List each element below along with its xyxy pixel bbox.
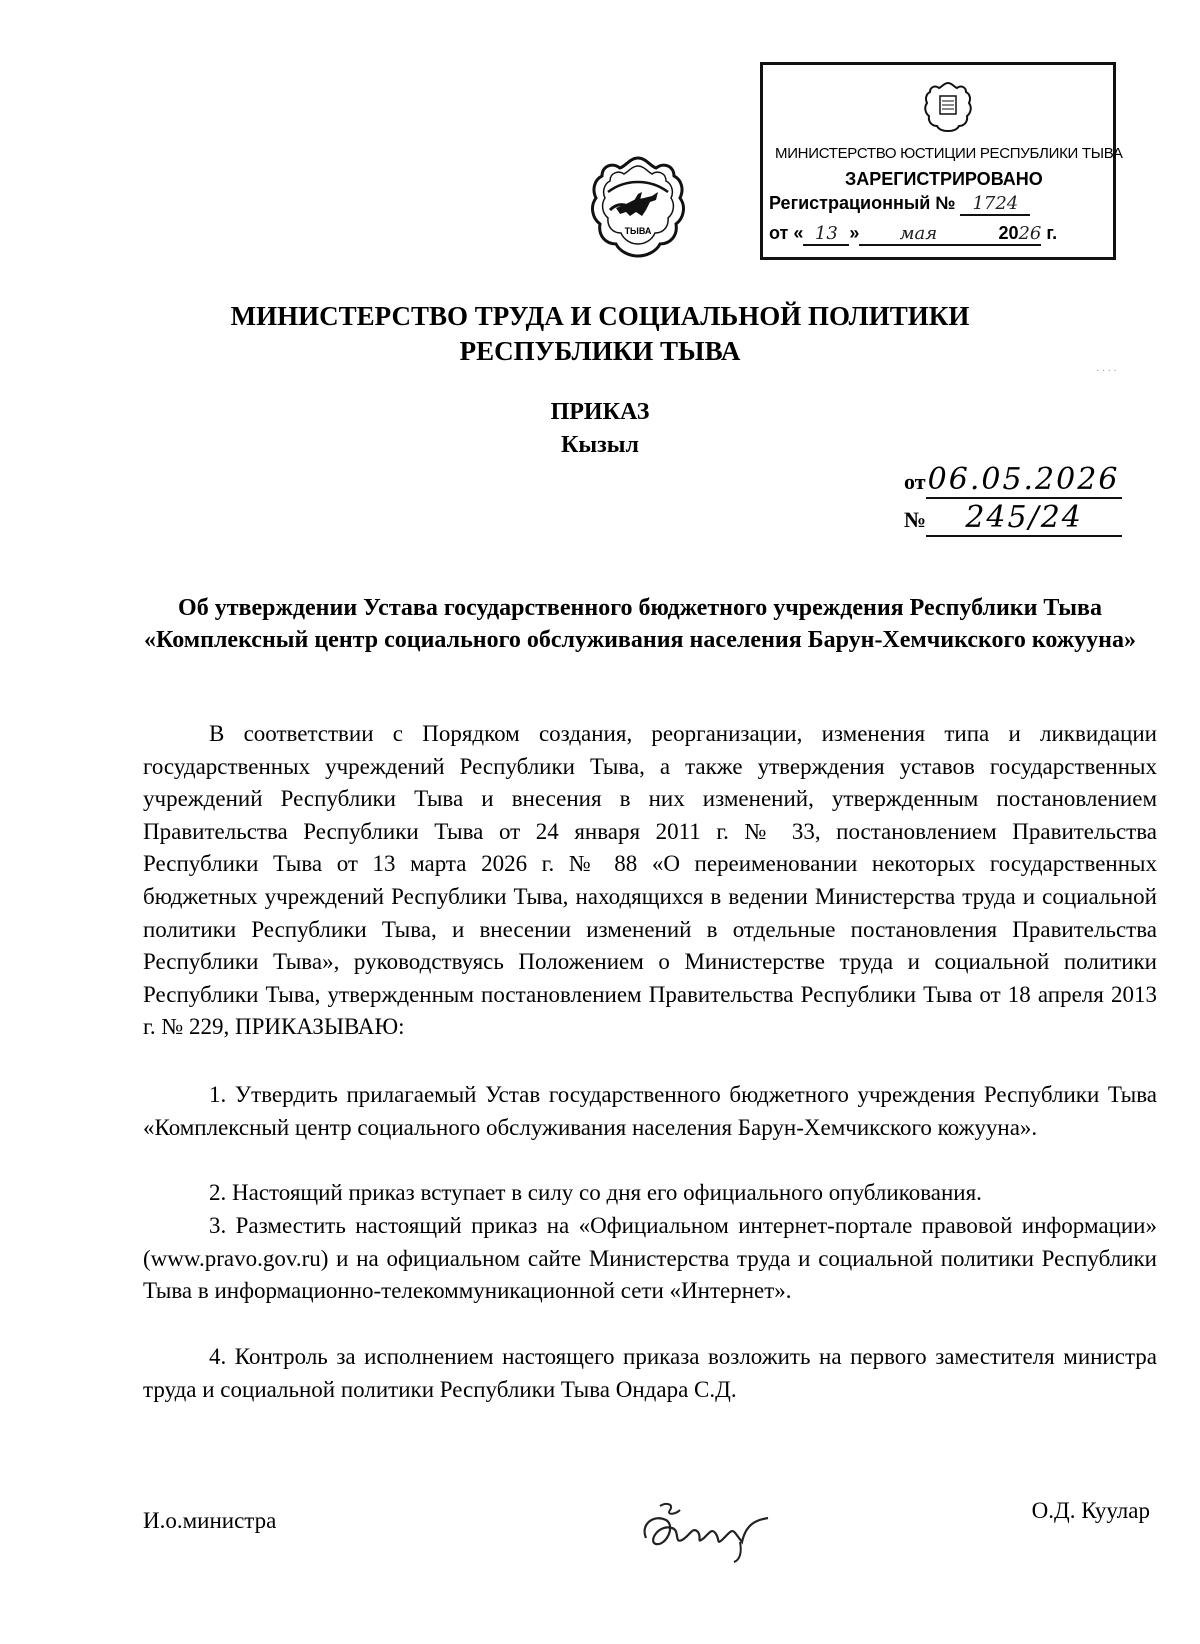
signatory-position: И.о.министра (143, 1508, 277, 1533)
order-item-1: 1. Утвердить прилагаемый Устав государственного бюджетного учреждения Республики Тыва «Комплексный центр социального обслуживания населения Барун-Хемчикского кожууна». (143, 1082, 1157, 1140)
stamp-date-month: мая (859, 223, 977, 246)
order-city: Кызыл (561, 432, 639, 458)
stamp-date-year (977, 223, 1041, 246)
signatory-name: О.Д. Куулар (1031, 1498, 1150, 1523)
stamp-date-mid: » (849, 223, 860, 243)
ministry-name-line1: МИНИСТЕРСТВО ТРУДА И СОЦИАЛЬНОЙ ПОЛИТИКИ (230, 301, 970, 331)
order-subject: Об утверждении Устава государственного бюджетного учреждения Республики Тыва «Комплексный центр социального обслуживания населения Барун-Хемчикского кожууна» (144, 595, 1136, 653)
order-item-2: 2. Настоящий приказ вступает в силу со дня его официального опубликования. (209, 1180, 982, 1205)
registration-stamp (760, 62, 1123, 260)
stamp-date-line (769, 223, 1057, 246)
stamp-date-year-suffix: г. (1041, 223, 1058, 243)
stamp-date-year-hand: 26 (1018, 223, 1042, 244)
stamp-reg-label: Регистрационный № (769, 193, 956, 213)
order-item-4: 4. Контроль за исполнением настоящего приказа возложить на первого заместителя министра труда и социальной политики Республики Тыва Ондара С.Д. (143, 1344, 1157, 1402)
stamp-registered: ЗАРЕГИСТРИРОВАНО (845, 169, 1043, 189)
body-intro: В соответствии с Порядком создания, реорганизации, изменения типа и ликвидации государственных учреждений Республики Тыва, а также утверждения уставов государственных учреждений Республики Тыва и внесения в них изменений, утвержденным постановлением Правительства Республики Тыва от 24 января 2011 г. № 33, постановлением Правительства Республики Тыва от 13 марта 2026 г. № 88 «О переименовании некоторых государственных бюджетных учреждений Республики Тыва, находящихся в ведении Министерства труда и социальной политики Республики Тыва, и внесении изменений в отдельные постановления Правительства Республики Тыва», руководствуясь Положением о Министерстве труда и социальной политики Республики Тыва, утвержденным постановлением Правительства Республики Тыва от 18 апреля 2013 г. № 229, ПРИКАЗЫВАЮ: (143, 721, 1157, 1040)
stamp-emblem-icon (921, 79, 975, 133)
order-number-line (904, 500, 1122, 537)
order-title: ПРИКАЗ (550, 399, 650, 425)
tuva-emblem-icon (586, 152, 690, 262)
order-date-line (904, 462, 1122, 499)
stamp-date-year-prefix: 20 (998, 223, 1019, 243)
emblem-label: ТЫВА (624, 226, 652, 236)
order-date-label: от (904, 469, 926, 494)
stamp-ministry: МИНИСТЕРСТВО ЮСТИЦИИ РЕСПУБЛИКИ ТЫВА (775, 145, 1123, 162)
scan-mark: · · · · (1096, 366, 1117, 377)
stamp-reg-number: 1724 (960, 193, 1030, 216)
handwritten-signature (636, 1494, 776, 1564)
order-number-label: № (904, 507, 927, 532)
order-number-value: 245/24 (926, 500, 1122, 537)
ministry-name-line2: РЕСПУБЛИКИ ТЫВА (459, 336, 741, 366)
stamp-date-day: 13 (803, 223, 849, 246)
stamp-reg-line (769, 193, 1030, 216)
stamp-date-prefix: от « (769, 223, 804, 243)
order-date-value: 06.05.2026 (926, 462, 1122, 499)
order-item-3: 3. Разместить настоящий приказ на «Официальном интернет-портале правовой информации» (www.pravo.gov.ru) и на официальном сайте Министерства труда и социальной политики Республики Тыва в информационно-телекоммуникационной сети «Интернет». (143, 1213, 1157, 1304)
